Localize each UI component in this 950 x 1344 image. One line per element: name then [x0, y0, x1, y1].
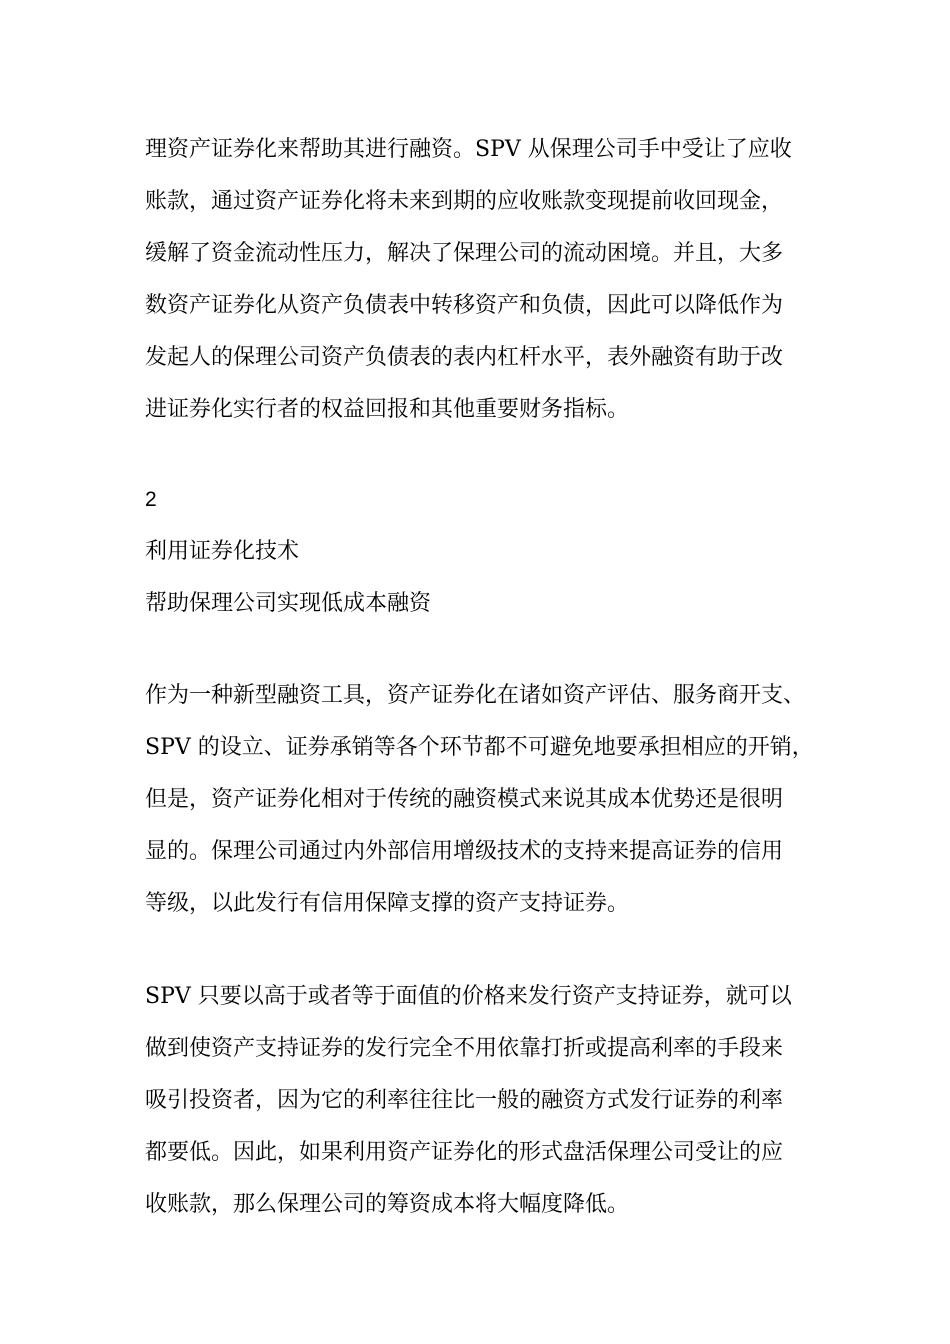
text-line: 进证券化实行者的权益回报和其他重要财务指标。 [145, 397, 630, 422]
text-line: 账款，通过资产证券化将未来到期的应收账款变现提前收回现金， [145, 189, 784, 214]
paragraph-1 [145, 124, 835, 436]
section-number: 2 [145, 488, 157, 511]
text-line: 但是，资产证券化相对于传统的融资模式来说其成本优势还是很明 [145, 787, 784, 812]
text-line: 发起人的保理公司资产负债表的表内杠杆水平，表外融资有助于改 [145, 345, 784, 370]
text-line: SPV 的设立、证券承销等各个环节都不可避免地要承担相应的开销， [145, 735, 814, 760]
text-line: 吸引投资者，因为它的利率往往比一般的融资方式发行证券的利率 [145, 1088, 784, 1113]
text-line: 显的。保理公司通过内外部信用增级技术的支持来提高证券的信用 [145, 839, 784, 864]
text-line: 都要低。因此，如果利用资产证券化的形式盘活保理公司受让的应 [145, 1140, 784, 1165]
text-line: 缓解了资金流动性压力，解决了保理公司的流动困境。并且，大多 [145, 241, 784, 266]
text-line: 作为一种新型融资工具，资产证券化在诸如资产评估、服务商开支、 [145, 683, 806, 708]
paragraph-2 [145, 670, 835, 930]
text-line: 理资产证券化来帮助其进行融资。SPV 从保理公司手中受让了应收 [145, 137, 792, 162]
section-heading [145, 474, 835, 630]
text-line: 等级，以此发行有信用保障支撑的资产支持证券。 [145, 891, 630, 916]
section-title-line-1: 利用证券化技术 [145, 539, 300, 564]
text-line: 数资产证券化从资产负债表中转移资产和负债，因此可以降低作为 [145, 293, 784, 318]
paragraph-3 [145, 971, 835, 1231]
text-line: 做到使资产支持证券的发行完全不用依靠打折或提高利率的手段来 [145, 1036, 784, 1061]
text-line: SPV 只要以高于或者等于面值的价格来发行资产支持证券，就可以 [145, 984, 792, 1009]
section-title-line-2: 帮助保理公司实现低成本融资 [145, 591, 432, 616]
text-line: 收账款，那么保理公司的筹资成本将大幅度降低。 [145, 1192, 630, 1217]
